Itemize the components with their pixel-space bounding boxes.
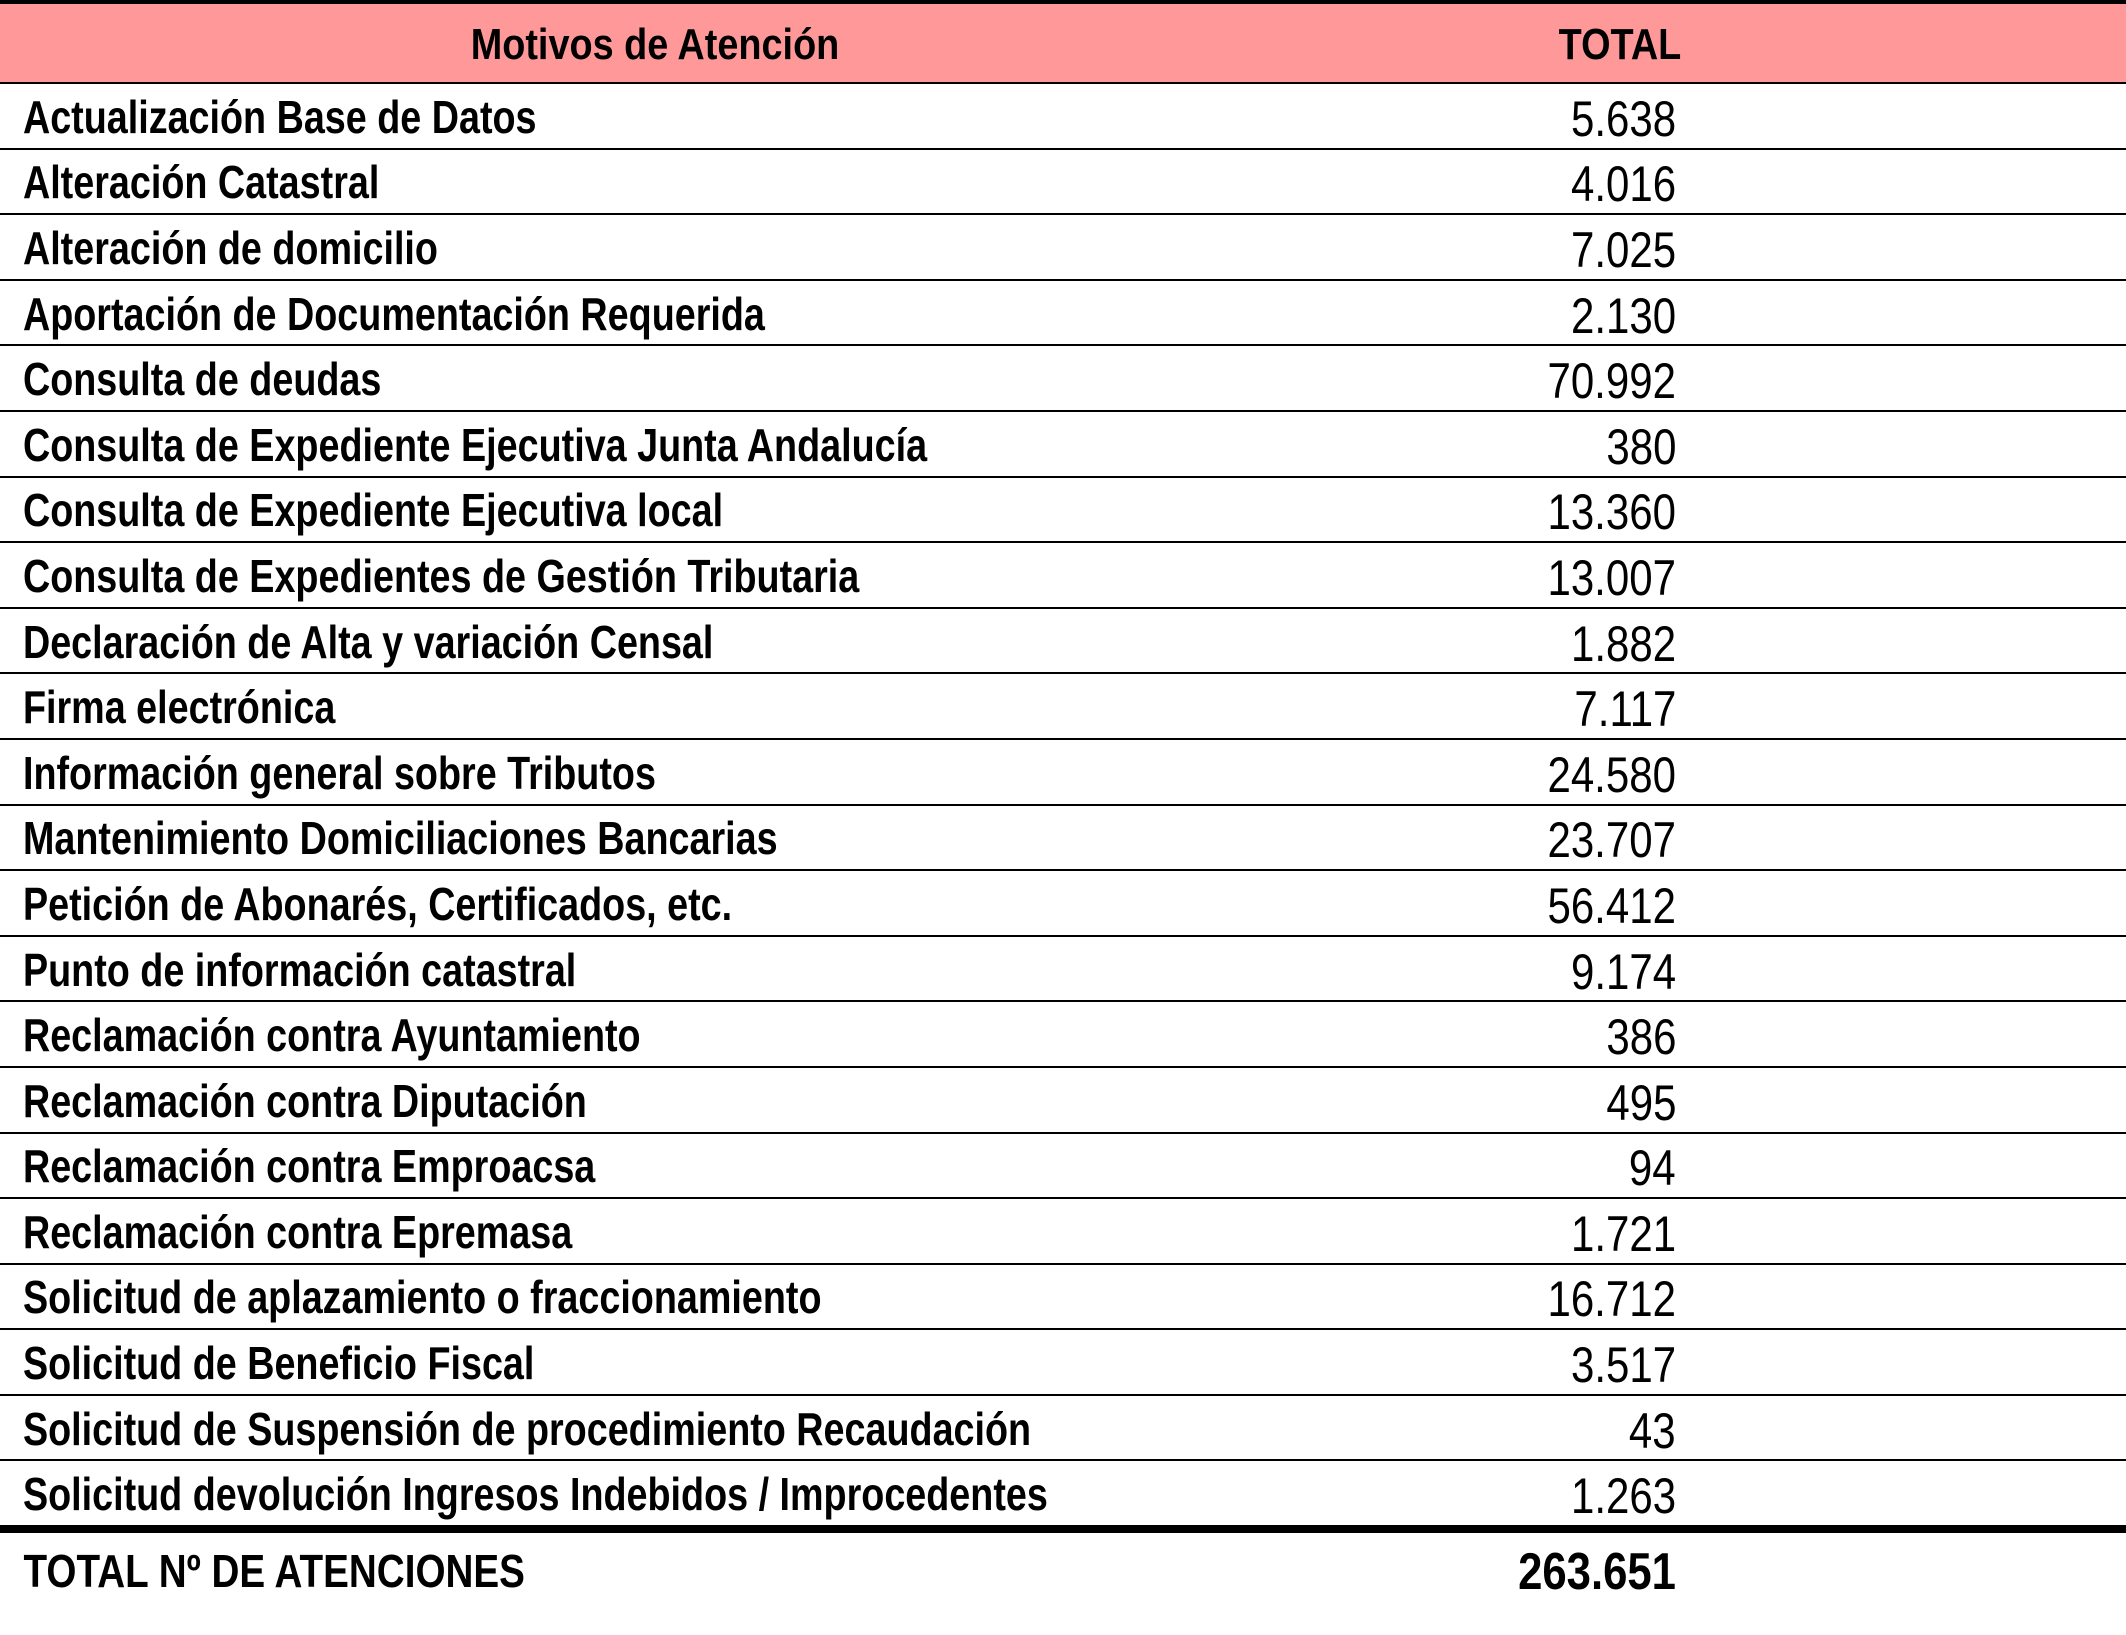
row-motivo: Reclamación contra Epremasa <box>22 1205 573 1258</box>
row-motivo: Punto de información catastral <box>22 943 577 996</box>
row-motivo: Alteración de domicilio <box>22 221 438 274</box>
row-motivo: Actualización Base de Datos <box>22 90 537 143</box>
row-motivo: Consulta de Expediente Ejecutiva local <box>22 484 724 537</box>
row-total: 1.263 <box>1570 1468 1676 1525</box>
row-motivo: Consulta de deudas <box>22 353 382 406</box>
table-body <box>0 84 2126 1527</box>
row-motivo: Reclamación contra Ayuntamiento <box>22 1009 641 1062</box>
row-motivo: Mantenimiento Domiciliaciones Bancarias <box>22 812 778 865</box>
total-value: 263.651 <box>1518 1543 1676 1602</box>
row-total: 94 <box>1629 1140 1676 1197</box>
table-row <box>0 674 2126 740</box>
table-row <box>0 346 2126 412</box>
row-total: 70.992 <box>1547 353 1676 410</box>
row-motivo: Alteración Catastral <box>22 156 380 209</box>
row-total: 2.130 <box>1570 287 1676 344</box>
row-motivo: Aportación de Documentación Requerida <box>22 287 765 340</box>
table-row <box>0 806 2126 872</box>
row-total: 1.882 <box>1570 615 1676 672</box>
table-row <box>0 1134 2126 1200</box>
table-row <box>0 1068 2126 1134</box>
row-total: 23.707 <box>1547 812 1676 869</box>
row-total: 4.016 <box>1570 156 1676 213</box>
table-row <box>0 937 2126 1003</box>
row-total: 7.117 <box>1574 681 1676 738</box>
row-motivo: Petición de Abonarés, Certificados, etc. <box>22 877 733 930</box>
total-row <box>0 1527 2126 1603</box>
row-total: 56.412 <box>1547 877 1676 934</box>
table-row <box>0 281 2126 347</box>
table-row <box>0 1265 2126 1331</box>
table-row <box>0 1330 2126 1396</box>
row-motivo: Reclamación contra Emproacsa <box>22 1140 596 1193</box>
table-row <box>0 1002 2126 1068</box>
row-motivo: Declaración de Alta y variación Censal <box>22 615 714 668</box>
row-total: 9.174 <box>1570 943 1676 1000</box>
row-total: 13.360 <box>1547 484 1676 541</box>
table-row <box>0 543 2126 609</box>
row-motivo: Firma electrónica <box>22 681 336 734</box>
row-total: 13.007 <box>1547 549 1676 606</box>
row-total: 380 <box>1605 418 1676 475</box>
row-total: 43 <box>1629 1402 1676 1459</box>
row-motivo: Información general sobre Tributos <box>22 746 656 799</box>
table-row <box>0 84 2126 150</box>
table-row <box>0 412 2126 478</box>
table-header <box>0 4 2126 84</box>
row-total: 16.712 <box>1547 1271 1676 1328</box>
table-row <box>0 1199 2126 1265</box>
row-total: 24.580 <box>1547 746 1676 803</box>
row-total: 7.025 <box>1570 221 1676 278</box>
total-label: TOTAL Nº DE ATENCIONES <box>23 1545 525 1598</box>
table-row <box>0 609 2126 675</box>
row-total: 386 <box>1605 1009 1676 1066</box>
row-motivo: Solicitud de aplazamiento o fraccionamiento <box>22 1271 822 1324</box>
table-row <box>0 1461 2126 1527</box>
table-row <box>0 478 2126 544</box>
row-motivo: Reclamación contra Diputación <box>22 1074 587 1127</box>
row-total: 5.638 <box>1570 90 1676 147</box>
row-total: 495 <box>1605 1074 1676 1131</box>
table-row <box>0 1396 2126 1462</box>
row-motivo: Consulta de Expediente Ejecutiva Junta Andalucía <box>22 418 928 471</box>
table-row <box>0 150 2126 216</box>
table-row <box>0 740 2126 806</box>
header-total: TOTAL <box>1558 20 1682 69</box>
row-motivo: Consulta de Expedientes de Gestión Tributaria <box>22 549 860 602</box>
header-motivos: Motivos de Atención <box>470 20 840 69</box>
row-motivo: Solicitud de Beneficio Fiscal <box>22 1337 535 1390</box>
row-motivo: Solicitud devolución Ingresos Indebidos / Improcedentes <box>22 1468 1048 1521</box>
row-total: 3.517 <box>1570 1337 1676 1394</box>
row-total: 1.721 <box>1570 1205 1676 1262</box>
row-motivo: Solicitud de Suspensión de procedimiento Recaudación <box>22 1402 1032 1455</box>
table-row <box>0 871 2126 937</box>
table-row <box>0 215 2126 281</box>
